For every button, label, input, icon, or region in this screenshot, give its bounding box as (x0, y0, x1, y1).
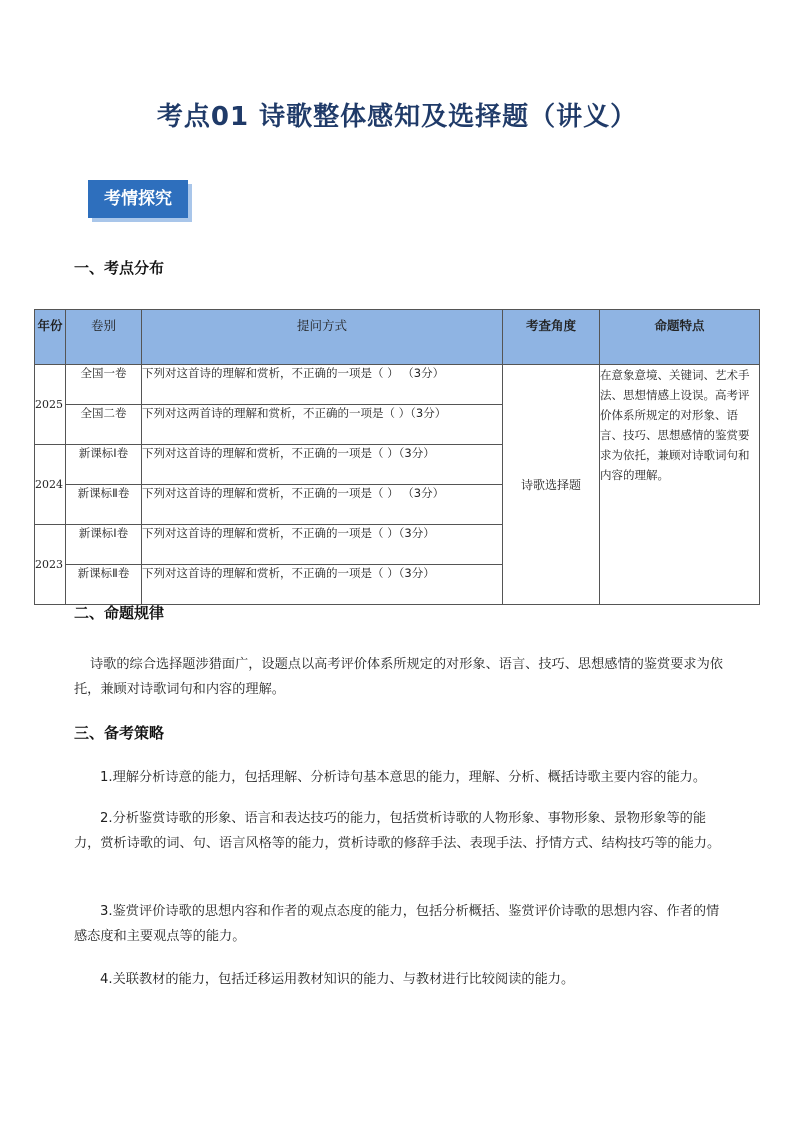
strategy-item-1: 1.理解分析诗意的能力，包括理解、分析诗句基本意思的能力，理解、分析、概括诗歌主要内容的能力。 (100, 770, 707, 785)
section-heading-distribution: 一、考点分布 (74, 259, 165, 277)
question-cell: 下列对这首诗的理解和赏析，不正确的一项是（ ）（3分） (142, 445, 503, 485)
question-cell: 下列对这两首诗的理解和赏析，不正确的一项是（ ）（3分） (142, 405, 503, 445)
badge-label: 考情探究 (104, 189, 172, 209)
strategy-item-3: 3.鉴赏评价诗歌的思想内容和作者的观点态度的能力，包括分析概括、鉴赏评价诗歌的思想内容、作者的情感态度和主要观点等的能力。 (74, 904, 720, 944)
year-cell: 2025 (35, 365, 66, 445)
header-feature: 命题特点 (600, 310, 760, 365)
volume-cell: 新课标Ⅱ卷 (66, 485, 142, 525)
strategy-item-4: 4.关联教材的能力，包括迁移运用教材知识的能力、与教材进行比较阅读的能力。 (100, 972, 575, 987)
header-question: 提问方式 (142, 310, 503, 365)
question-cell: 下列对这首诗的理解和赏析，不正确的一项是（ ） （3分） (142, 485, 503, 525)
volume-cell: 全国一卷 (66, 365, 142, 405)
distribution-table (34, 309, 760, 605)
header-volume: 卷别 (66, 310, 142, 365)
volume-cell: 新课标Ⅱ卷 (66, 565, 142, 605)
question-cell: 下列对这首诗的理解和赏析，不正确的一项是（ ）（3分） (142, 565, 503, 605)
question-cell: 下列对这首诗的理解和赏析，不正确的一项是（ ） （3分） (142, 365, 503, 405)
volume-cell: 全国二卷 (66, 405, 142, 445)
question-cell: 下列对这首诗的理解和赏析，不正确的一项是（ ）（3分） (142, 525, 503, 565)
section-heading-strategy: 三、备考策略 (74, 724, 165, 742)
volume-cell: 新课标Ⅰ卷 (66, 445, 142, 485)
volume-cell: 新课标Ⅰ卷 (66, 525, 142, 565)
section-heading-rules: 二、命题规律 (74, 604, 165, 622)
rules-paragraph: 诗歌的综合选择题涉猎面广，设题点以高考评价体系所规定的对形象、语言、技巧、思想感情的鉴赏要求为依托，兼顾对诗歌词句和内容的理解。 (74, 657, 723, 697)
strategy-item-2: 2.分析鉴赏诗歌的形象、语言和表达技巧的能力，包括赏析诗歌的人物形象、事物形象、景物形象等的能力，赏析诗歌的词、句、语言风格等的能力，赏析诗歌的修辞手法、表现手法、抒情方式、结构技巧等的能力。 (74, 811, 721, 851)
year-cell: 2023 (35, 525, 66, 605)
angle-cell: 诗歌选择题 (503, 365, 600, 605)
table-row (35, 365, 760, 405)
page-title: 考点01 诗歌整体感知及选择题（讲义） (156, 102, 638, 132)
table-header-row (35, 310, 760, 365)
section-badge (88, 180, 188, 218)
header-angle: 考查角度 (503, 310, 600, 365)
year-cell: 2024 (35, 445, 66, 525)
feature-cell: 在意象意境、关键词、艺术手法、思想情感上设误。高考评价体系所规定的对形象、语言、技巧、思想感情的鉴赏要求为依托，兼顾对诗歌词句和内容的理解。 (600, 365, 760, 605)
header-year: 年份 (35, 310, 66, 365)
